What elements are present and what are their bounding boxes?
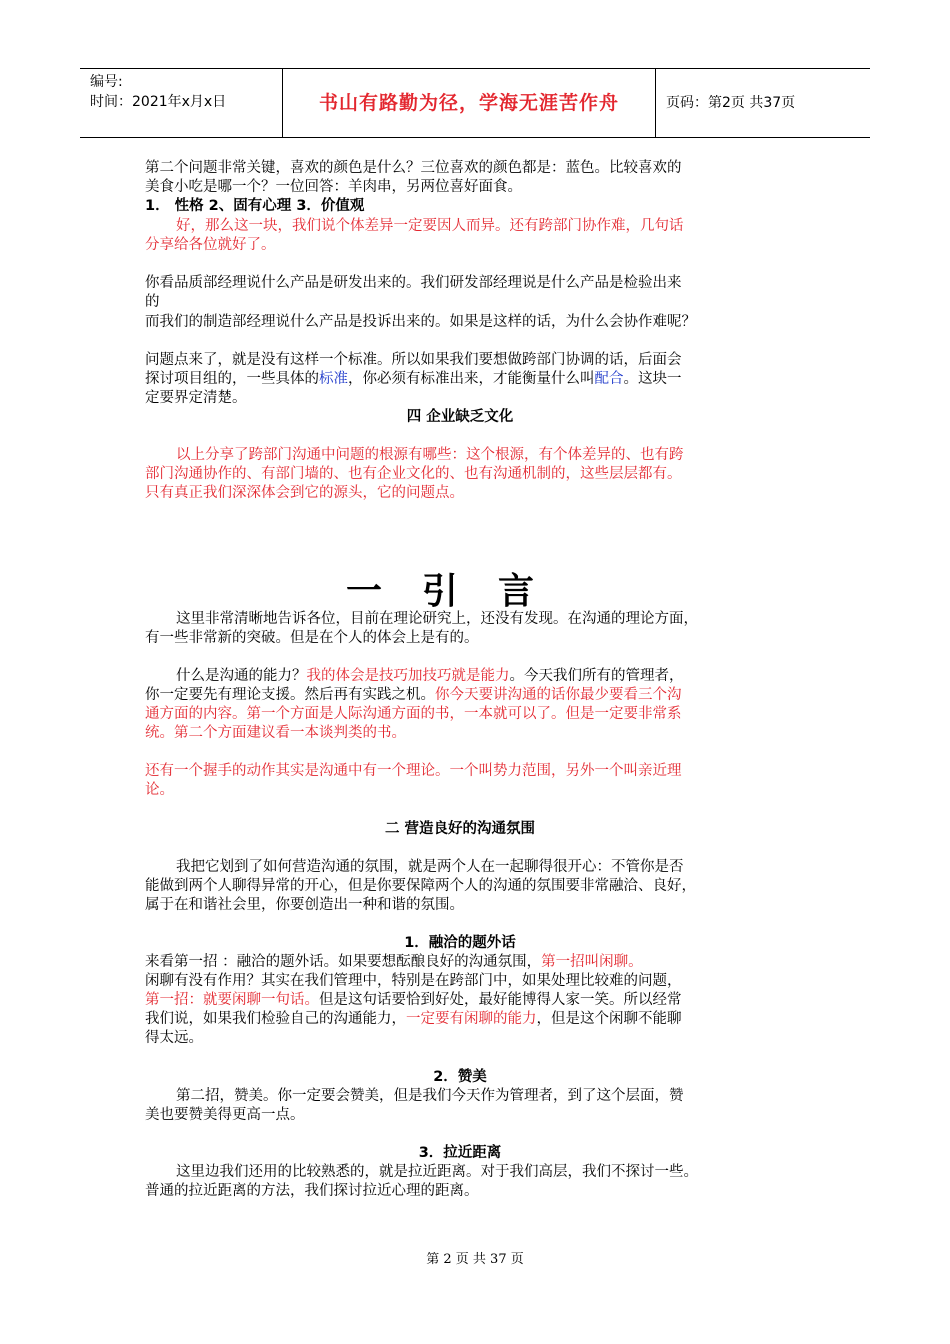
- paragraph-line: [145, 953, 775, 972]
- paragraph-line: 只有真正我们深深体会到它的源头，它的问题点。: [145, 485, 464, 501]
- text-span: ，你必须有标准出来，才能衡量什么叫: [348, 371, 595, 387]
- paragraph-line: 统。第二个方面建议看一本谈判类的书。: [145, 725, 406, 741]
- number-label: 编号:: [90, 74, 123, 90]
- paragraph-line: [145, 370, 775, 389]
- subsection-heading: 1．融洽的题外话: [404, 935, 516, 951]
- header-page-cell: [656, 69, 870, 137]
- paragraph-line: 有一些非常新的突破。但是在个人的体会上是有的。: [145, 630, 479, 646]
- paragraph-line: [145, 686, 775, 705]
- paragraph-line: 属于在和谐社会里，你要创造出一种和谐的氛围。: [145, 897, 464, 913]
- paragraph-line: 得太远。: [145, 1030, 203, 1046]
- paragraph-line: 美也要赞美得更高一点。: [145, 1107, 305, 1123]
- header-info-cell: [80, 69, 283, 137]
- page-footer: 第 2 页 共 37 页: [426, 1252, 524, 1267]
- paragraph-line: [176, 667, 806, 686]
- chapter-title: 一引言: [345, 571, 574, 612]
- text-span: 但是这句话要恰到好处，最好能博得人家一笑。所以经常: [319, 992, 682, 1008]
- paragraph-line: 通方面的内容。第一个方面是人际沟通方面的书，一本就可以了。但是一定要非常系: [145, 706, 682, 722]
- time-label: 时间：2021年x月x日: [90, 94, 227, 110]
- paragraph-line: 你看品质部经理说什么产品是研发出来的。我们研发部经理说是什么产品是检验出来: [145, 275, 682, 291]
- header-motto-cell: [283, 69, 656, 137]
- paragraph-line: [145, 1010, 775, 1029]
- text-span: 第一招叫闲聊。: [541, 954, 643, 970]
- paragraph-line: 好，那么这一块，我们说个体差异一定要因人而异。还有跨部门协作难，几句话: [176, 218, 684, 234]
- text-span: 我们说，如果我们检验自己的沟通能力，: [145, 1011, 406, 1027]
- paragraph-line: 第二个问题非常关键，喜欢的颜色是什么？三位喜欢的颜色都是：蓝色。比较喜欢的: [145, 160, 682, 176]
- paragraph-line: 的: [145, 294, 160, 310]
- paragraph-line: 普通的拉近距离的方法，我们探讨拉近心理的距离。: [145, 1183, 479, 1199]
- paragraph-line: 还有一个握手的动作其实是沟通中有一个理论。一个叫势力范围，另外一个叫亲近理: [145, 763, 682, 779]
- paragraph-line: 而我们的制造部经理说什么产品是投诉出来的。如果是这样的话，为什么会协作难呢？: [145, 314, 696, 330]
- page-number-label: 页码：第2页 共37页: [666, 95, 796, 111]
- text-span: ，但是这个闲聊不能聊: [536, 1011, 682, 1027]
- paragraph-line: 以上分享了跨部门沟通中问题的根源有哪些：这个根源，有个体差异的、也有跨: [176, 447, 684, 463]
- text-span: 你今天要讲沟通的话你最少要看三个沟: [435, 687, 682, 703]
- paragraph-line: 分享给各位就好了。: [145, 237, 276, 253]
- subsection-heading: 3．拉近距离: [418, 1145, 502, 1161]
- paragraph-line: 论。: [145, 782, 174, 798]
- header-table: [80, 68, 870, 138]
- paragraph-line: 闲聊有没有作用？其实在我们管理中，特别是在跨部门中，如果处理比较难的问题，: [145, 973, 682, 989]
- text-span: 。今天我们所有的管理者，: [509, 668, 684, 684]
- motto: 书山有路勤为径，学海无涯苦作舟: [318, 92, 619, 114]
- paragraph-line: 定要界定清楚。: [145, 390, 247, 406]
- paragraph-line: 我把它划到了如何营造沟通的氛围，就是两个人在一起聊得很开心：不管你是否: [176, 859, 684, 875]
- paragraph-line: 第二招，赞美。你一定要会赞美，但是我们今天作为管理者，到了这个层面，赞: [176, 1088, 684, 1104]
- text-span: 来看第一招 ：融洽的题外话。如果要想酝酿良好的沟通氛围，: [145, 954, 542, 970]
- text-span: 探讨项目组的，一些具体的: [145, 371, 319, 387]
- link-cooperation[interactable]: 配合: [594, 371, 624, 387]
- section-heading: 四 企业缺乏文化: [406, 409, 514, 425]
- subsection-heading: 2．赞美: [433, 1069, 487, 1085]
- paragraph-line: 能做到两个人聊得异常的开心，但是你要保障两个人的沟通的氛围要非常融洽、良好，: [145, 878, 696, 894]
- paragraph-line: 部门沟通协作的、有部门墙的、也有企业文化的、也有沟通机制的，这些层层都有。: [145, 466, 682, 482]
- link-standard[interactable]: 标准: [319, 371, 348, 387]
- text-span: 你一定要先有理论支援。然后再有实践之机。: [145, 687, 435, 703]
- section-heading: 二 营造良好的沟通氛围: [384, 821, 536, 837]
- text-span: 一定要有闲聊的能力: [406, 1011, 537, 1027]
- text-span: 。这块一: [623, 371, 682, 387]
- list-heading: 1． 性格 2、固有心理 3．价值观: [145, 198, 365, 214]
- paragraph-line: 美食小吃是哪一个？一位回答：羊肉串，另两位喜好面食。: [145, 179, 522, 195]
- paragraph-line: [145, 991, 775, 1010]
- paragraph-line: 这里非常清晰地告诉各位，目前在理论研究上，还没有发现。在沟通的理论方面，: [176, 611, 698, 627]
- text-span: 第一招：就要闲聊一句话。: [145, 992, 319, 1008]
- text-span: 什么是沟通的能力？: [176, 668, 307, 684]
- text-span: 我的体会是技巧加技巧就是能力: [306, 668, 510, 684]
- paragraph-line: 问题点来了，就是没有这样一个标准。所以如果我们要想做跨部门协调的话，后面会: [145, 352, 682, 368]
- paragraph-line: 这里边我们还用的比较熟悉的，就是拉近距离。对于我们高层，我们不探讨一些。: [176, 1164, 698, 1180]
